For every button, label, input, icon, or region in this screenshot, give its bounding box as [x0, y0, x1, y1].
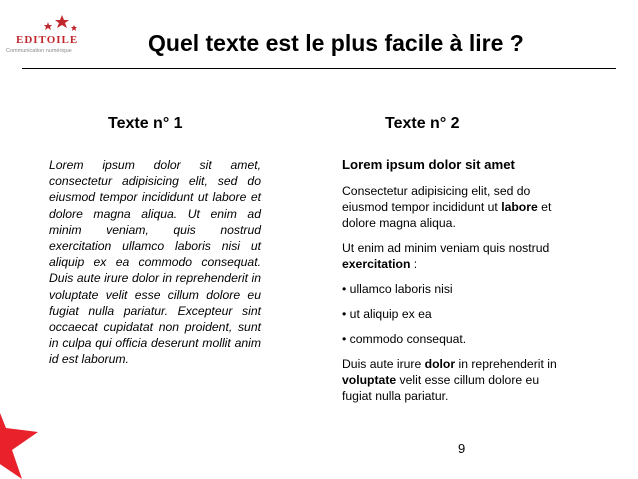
- text2-paragraph-3: Duis aute irure dolor in reprehenderit in voluptate velit esse cillum dolore eu fugiat nulla pariatur.: [342, 357, 557, 403]
- text1-body: Lorem ipsum dolor sit amet, consectetur adipisicing elit, sed do eiusmod tempor incididunt ut labore et dolore magna aliqua. Ut enim ad minim veniam, quis nostrud exercitation ullamco laboris nisi ut aliquip ex ea commodo consequat. Duis aute irure dolor in reprehenderit in voluptate velit esse cillum dolore eu fugiat nulla pariatur. Excepteur sint occaecat cupidatat non proident, sunt in culpa qui officia deserunt mollit anim id est laborum.: [49, 158, 261, 367]
- text2-paragraph-2: Ut enim ad minim veniam quis nostrud exercitation :: [342, 241, 550, 271]
- bullet-icon: •: [342, 282, 347, 296]
- bullet-icon: •: [342, 307, 347, 321]
- text2-paragraph-1: Consectetur adipisicing elit, sed do eiusmod tempor incididunt ut labore et dolore magna aliqua.: [342, 184, 552, 230]
- title-divider: [22, 68, 616, 69]
- text2-body: [342, 157, 570, 413]
- text2-heading: Texte n° 2: [385, 115, 460, 132]
- editoile-logo: [4, 14, 100, 54]
- page-title: Quel texte est le plus facile à lire ?: [148, 30, 524, 56]
- logo-tagline: Communication numérique: [6, 48, 72, 54]
- text2-bullet: • ut aliquip ex ea: [342, 307, 432, 321]
- text2-bullet: • commodo consequat.: [342, 332, 467, 346]
- red-star-icon: [0, 398, 40, 479]
- page-number: 9: [458, 441, 466, 456]
- logo-stars-icon: [18, 14, 88, 36]
- text1-heading: Texte n° 1: [108, 115, 183, 132]
- text2-bullet: • ullamco laboris nisi: [342, 282, 453, 296]
- bullet-icon: •: [342, 332, 347, 346]
- text2-title: Lorem ipsum dolor sit amet: [342, 157, 515, 172]
- logo-brand: EDITOILE: [16, 34, 79, 46]
